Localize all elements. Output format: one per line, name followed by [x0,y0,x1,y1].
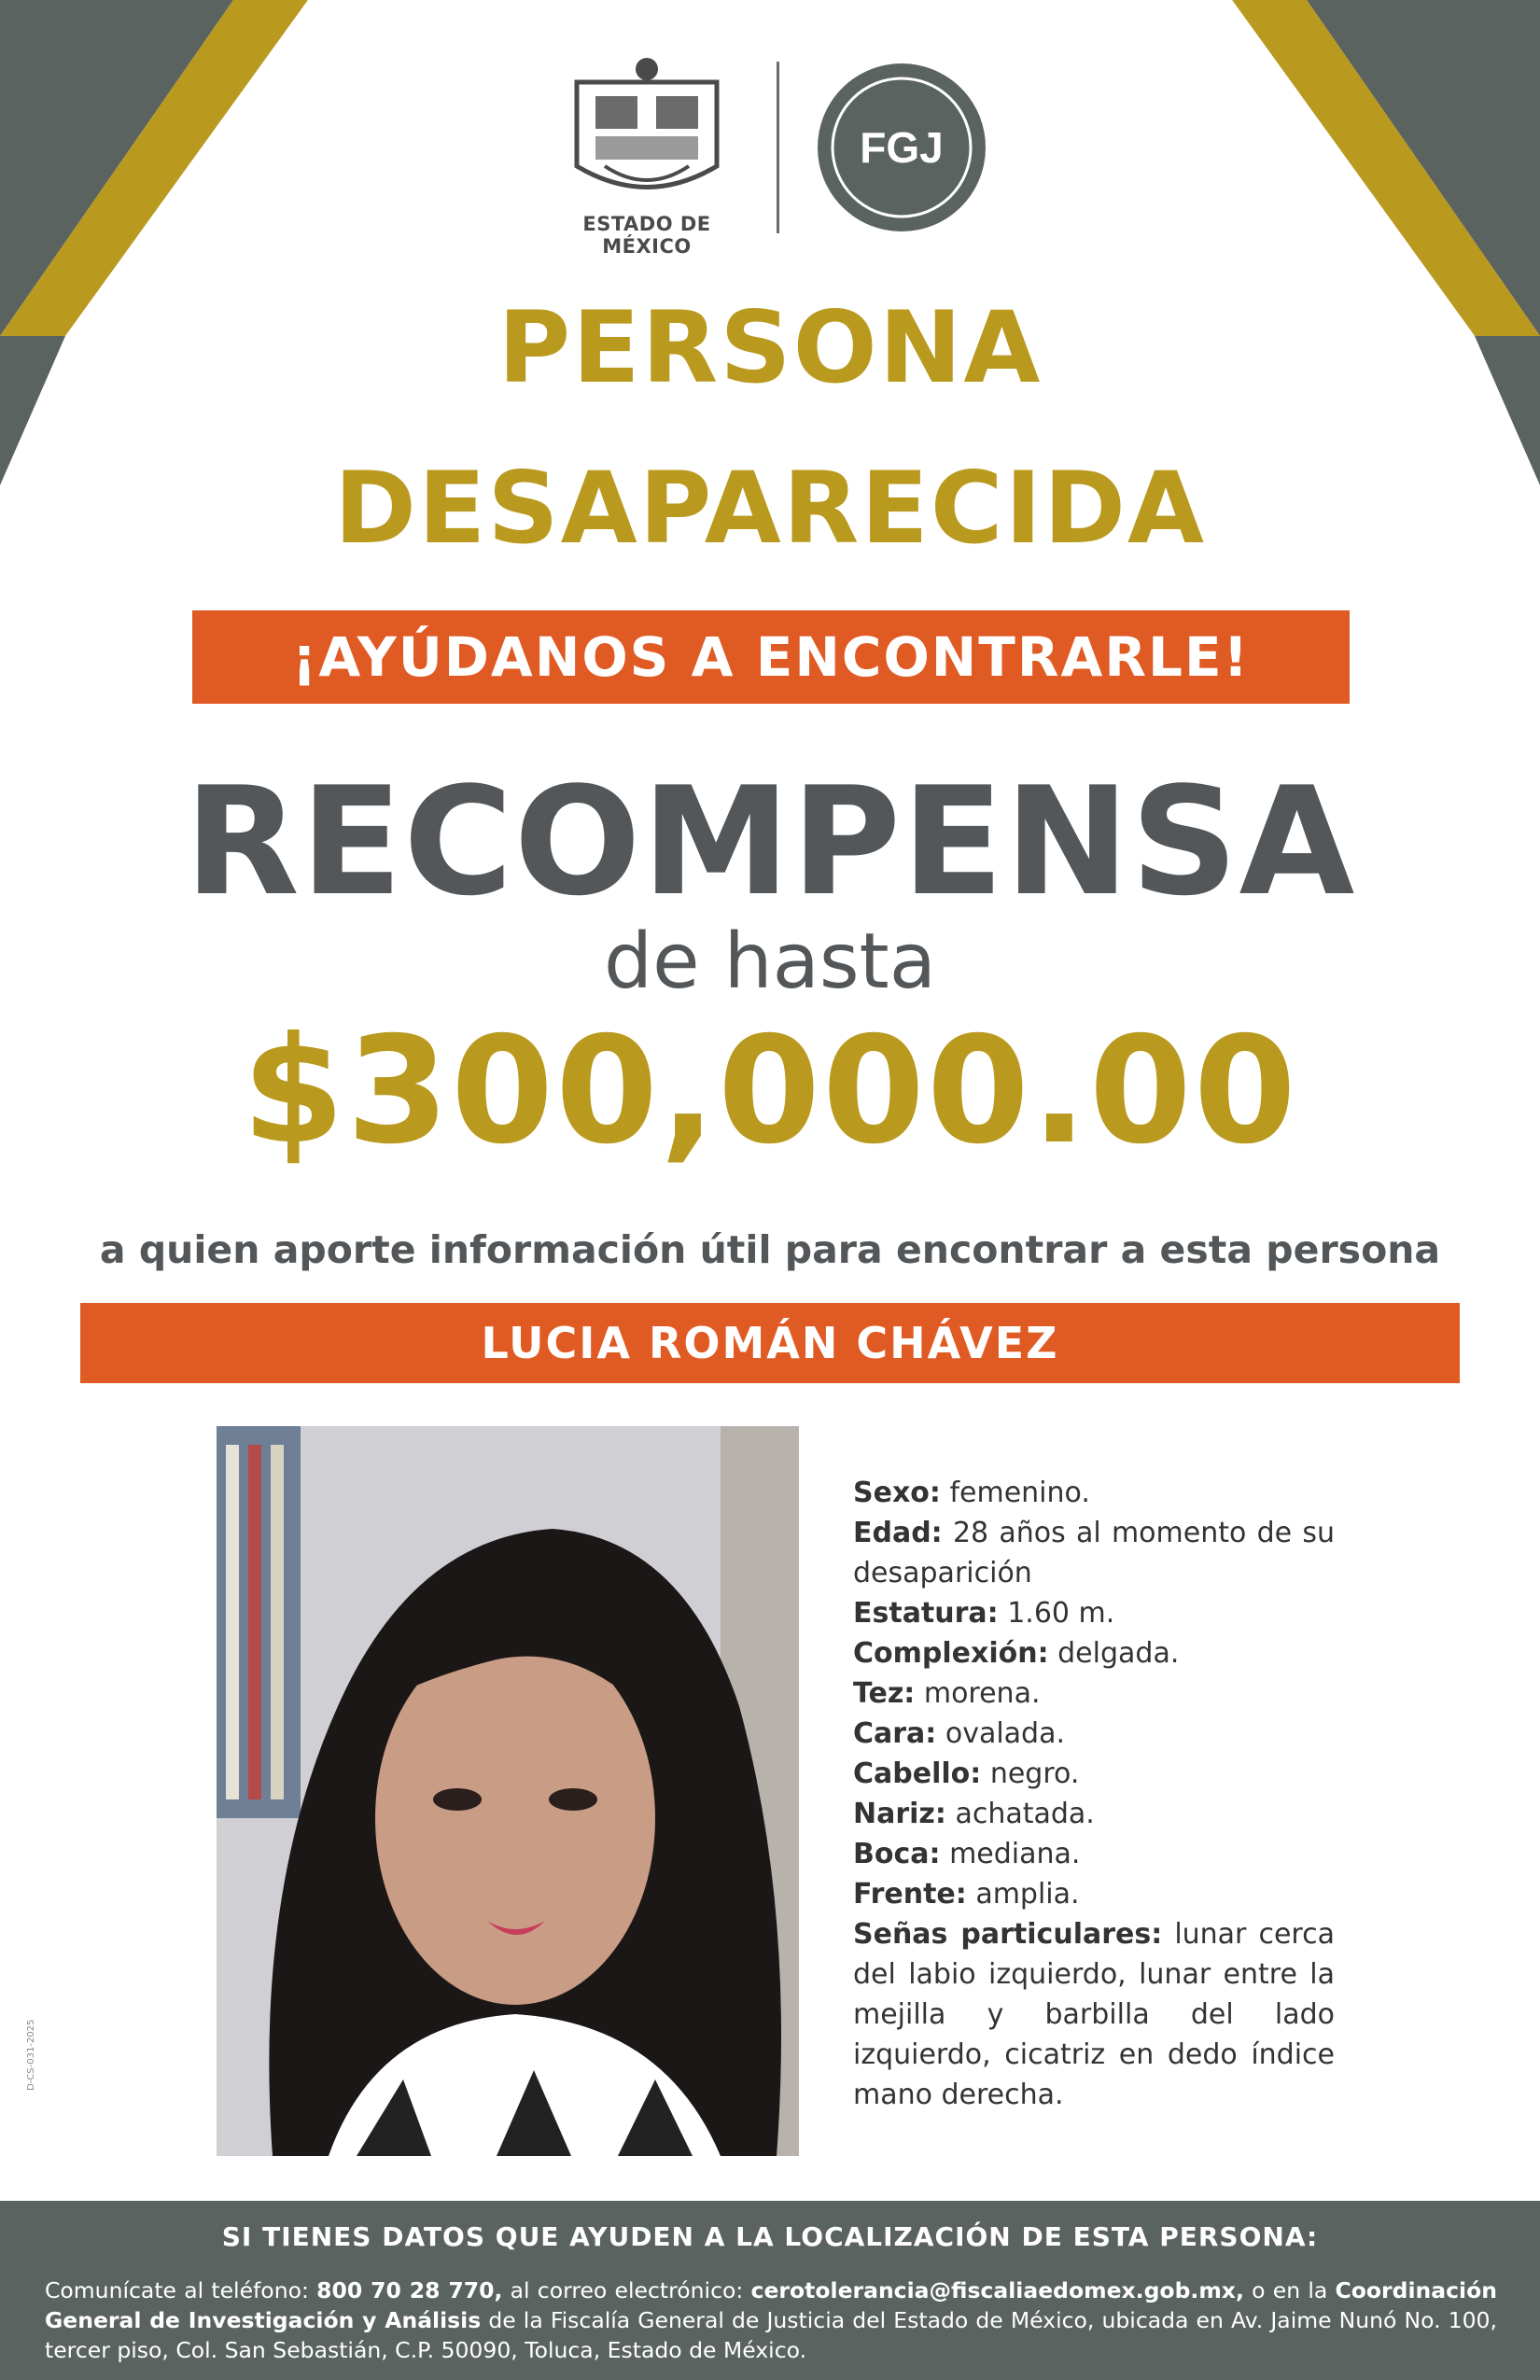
contact-office: Coordinación General de Investigación y Análisis [45,2277,1497,2333]
title-line-1: PERSONA [497,290,1043,405]
estado-de-mexico-logo [539,54,754,258]
reward-title: RECOMPENSA [184,754,1356,929]
detail-edad: Edad: 28 años al momento de su desaparición [853,1517,1335,1589]
detail-complexion: Complexión: delgada. [853,1637,1180,1670]
reward-amount: $300,000.00 [242,1005,1298,1177]
person-details [853,1473,1335,2115]
fgj-text: FGJ [860,123,944,172]
contact-footer [0,2201,1540,2380]
corner-decoration-right [1204,0,1540,485]
detail-frente: Frente: amplia. [853,1878,1080,1911]
detail-tez: Tez: morena. [853,1677,1041,1710]
reward-upto: de hasta [604,917,936,1006]
detail-cabello: Cabello: negro. [853,1757,1080,1790]
estado-label: ESTADO DE MÉXICO [582,213,711,258]
footer-heading: SI TIENES DATOS QUE AYUDEN A LA LOCALIZACIÓN DE ESTA PERSONA: [221,2221,1319,2252]
help-banner: ¡AYÚDANOS A ENCONTRARLE! [192,610,1350,704]
detail-senas: Señas particulares: lunar cerca del labio izquierdo, lunar entre la mejilla y barbilla del lado izquierdo, cicatriz en dedo índice mano derecha. [853,1918,1335,2111]
coat-of-arms-icon [539,54,754,208]
title-line-2: DESAPARECIDA [333,451,1207,566]
contact-email: cerotolerancia@fiscaliaedomex.gob.mx, [750,2277,1244,2303]
fgj-seal-icon [814,60,989,235]
corner-decoration-left [0,0,336,485]
contact-phone: 800 70 28 770, [316,2277,503,2303]
reward-description: a quien aporte información útil para encontrar a esta persona [99,1227,1441,1272]
person-name-banner: LUCIA ROMÁN CHÁVEZ [80,1303,1460,1383]
footer-body: Comunícate al teléfono: 800 70 28 770, al correo electrónico: cerotolerancia@fiscaliaedomex.gob.mx, o en la Coordinación General de Investigación y Análisis de la Fiscalía General de Justicia del Estado de México, ubicada en Av. Jaime Nunó No. 100, tercer piso, Col. San Sebastián, C.P. 50090, Toluca, Estado de México. [45,2277,1497,2363]
detail-estatura: Estatura: 1.60 m. [853,1597,1115,1630]
detail-cara: Cara: ovalada. [853,1717,1066,1750]
detail-boca: Boca: mediana. [853,1838,1081,1870]
person-photo [217,1426,799,2156]
detail-sexo: Sexo: femenino. [853,1477,1090,1509]
logo-divider [777,62,779,233]
detail-nariz: Nariz: achatada. [853,1798,1095,1830]
document-code: D-CS-031-2025 [26,2019,36,2091]
